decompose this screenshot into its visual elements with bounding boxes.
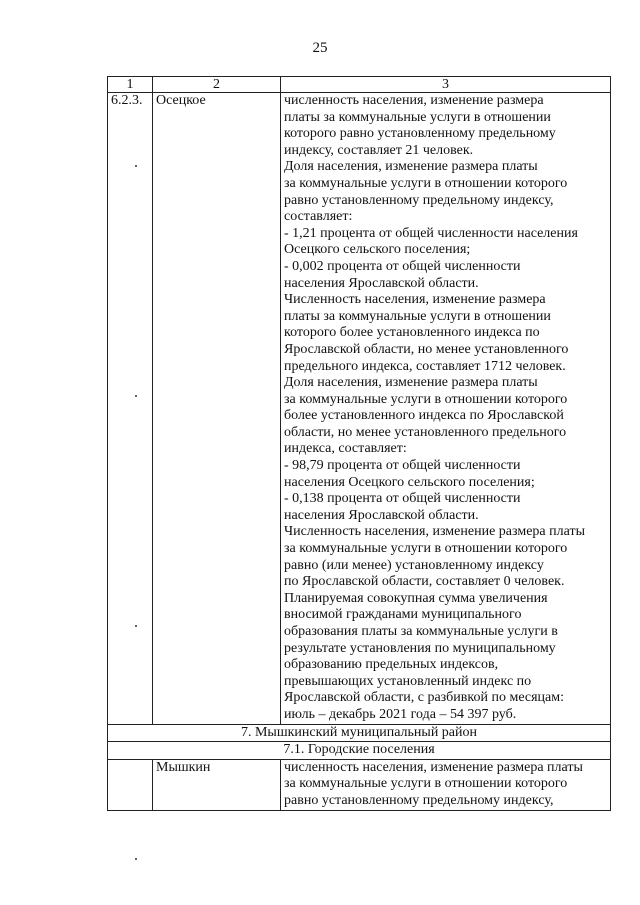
header-cell-3: 3 [281, 77, 611, 93]
settlement-name: Осецкое [153, 93, 281, 725]
text-line: Доля населения, изменение размера платы [284, 375, 538, 391]
text-line: июль – декабрь 2021 года – 54 397 руб. [284, 706, 517, 722]
scan-speck [135, 858, 137, 860]
text-line: за коммунальные услуги в отношении которого [284, 541, 568, 557]
text-line: индексу, составляет 21 человек. [284, 142, 474, 158]
text-line: по Ярославской области, составляет 0 человек. [284, 574, 565, 590]
text-line: образования платы за коммунальные услуги в [284, 624, 558, 639]
row-number [108, 759, 153, 810]
header-cell-2: 2 [153, 77, 281, 93]
text-line: - 1,21 процента от общей численности населения [284, 225, 578, 241]
text-line: платы за коммунальные услуги в отношении [284, 109, 551, 125]
text-line: за коммунальные услуги в отношении которого [284, 175, 568, 191]
text-line: Планируемая совокупная сумма увеличения [284, 590, 548, 606]
table-header-row [108, 77, 611, 93]
table-row [108, 759, 611, 810]
description-cell [281, 759, 611, 810]
text-line: Численность населения, изменение размера платы [284, 524, 585, 540]
header-cell-1: 1 [108, 77, 153, 93]
description-cell [281, 93, 611, 725]
text-line: равно установленному предельному индексу, [284, 192, 554, 208]
section-title: 7. Мышкинский муниципальный район [108, 724, 611, 742]
settlement-name: Мышкин [153, 759, 281, 810]
text-line: численность населения, изменение размера [284, 93, 544, 108]
text-line: равно установленному предельному индексу, [284, 792, 554, 808]
text-line: превышающих установленный индекс по [284, 673, 532, 689]
text-line: равно (или менее) установленному индексу [284, 557, 544, 573]
text-line: индекса, составляет: [284, 441, 407, 457]
text-line: - 0,138 процента от общей численности [284, 491, 521, 507]
text-line: Ярославской области, с разбивкой по месяцам: [284, 690, 565, 706]
text-line: вносимой гражданами муниципального [284, 607, 522, 623]
text-line: результате установления по муниципальному [284, 640, 556, 656]
section-row [108, 724, 611, 742]
subsection-row [108, 742, 611, 760]
scan-speck [135, 625, 137, 627]
text-line: - 98,79 процента от общей численности [284, 458, 521, 474]
text-line: области, но менее установленного предельного [284, 424, 567, 440]
text-line: Осецкого сельского поселения; [284, 242, 471, 258]
text-line: - 0,002 процента от общей численности [284, 258, 521, 274]
scan-speck [135, 395, 137, 397]
text-line: Ярославской области, но менее установленного [284, 341, 569, 357]
text-line: предельного индекса, составляет 1712 человек. [284, 358, 566, 374]
row-number: 6.2.3. [108, 93, 153, 725]
text-line: населения Осецкого сельского поселения; [284, 474, 535, 490]
page-number: 25 [312, 40, 328, 56]
text-line: населения Ярославской области. [284, 507, 479, 523]
document-table [107, 76, 611, 811]
text-line: за коммунальные услуги в отношении которого [284, 776, 568, 792]
text-line: Численность населения, изменение размера [284, 292, 546, 308]
text-line: образованию предельных индексов, [284, 657, 499, 673]
text-line: составляет: [284, 209, 353, 225]
scan-speck [135, 165, 137, 167]
text-line: платы за коммунальные услуги в отношении [284, 308, 551, 324]
text-line: которого равно установленному предельному [284, 126, 556, 142]
table-row [108, 93, 611, 725]
text-line: населения Ярославской области. [284, 275, 479, 291]
text-line: за коммунальные услуги в отношении которого [284, 391, 568, 407]
text-line: более установленного индекса по Ярославской [284, 408, 564, 424]
text-line: которого более установленного индекса по [284, 325, 540, 341]
text-line: численность населения, изменение размера платы [284, 759, 583, 775]
text-line: Доля населения, изменение размера платы [284, 159, 538, 175]
subsection-title: 7.1. Городские поселения [108, 742, 611, 760]
